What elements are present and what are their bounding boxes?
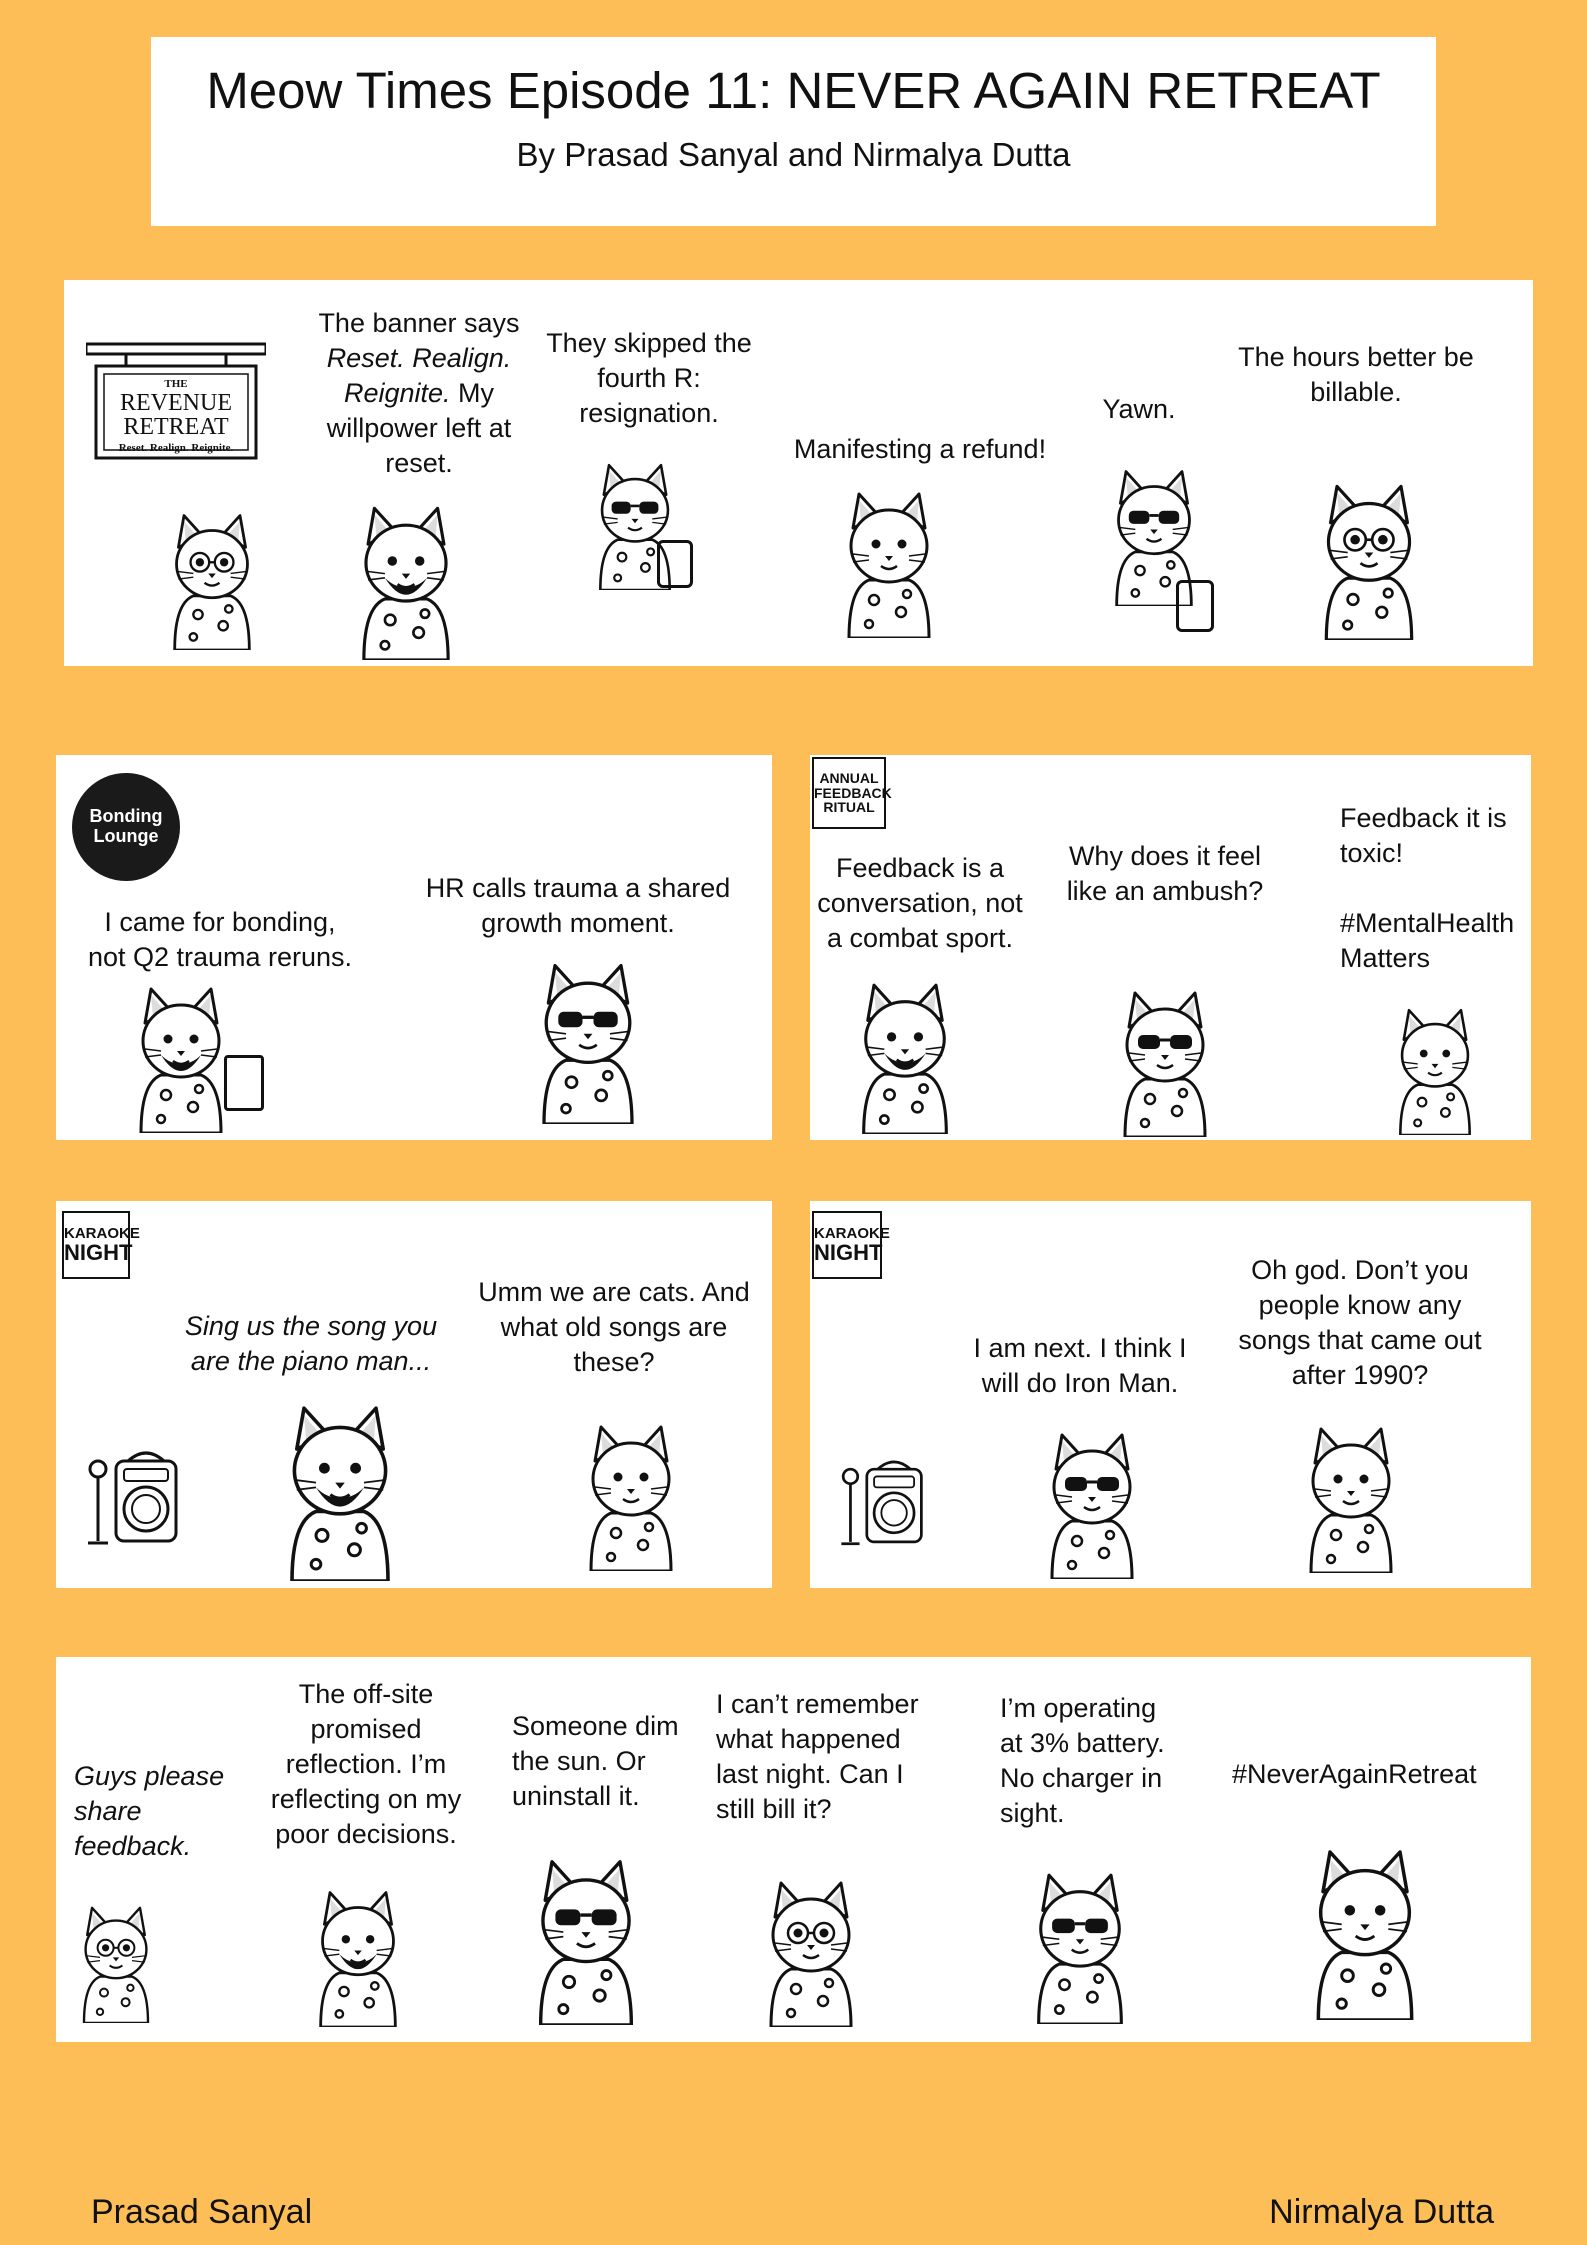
caption-battery [1000,1691,1200,1831]
caption-line: reflecting on my [270,1784,462,1815]
caption-line: these? [573,1347,655,1378]
caption-line: They skipped the [546,328,752,358]
caption-line: willpower left at [326,413,512,444]
caption-line: are the piano man... [190,1346,432,1377]
caption-line: No charger in [1000,1763,1163,1794]
caption-line: My [450,378,495,409]
caption-billable [1226,340,1486,410]
caption-line: #MentalHealth [1340,908,1515,939]
byline: By Prasad Sanyal and Nirmalya Dutta [516,136,1071,173]
beer-mug-icon [224,1055,264,1111]
sign-tagline: Reset. Realign. Reignite. [118,442,234,454]
caption-line: Sing us the song you [184,1311,438,1341]
caption-line: Why does it feel [1068,841,1262,871]
sign-line-3: RETREAT [123,414,229,440]
caption-line: after 1990? [1291,1360,1429,1391]
caption-line: like an ambush? [1066,876,1264,907]
caption-bill-it [716,1687,926,1827]
caption-line: Matters [1340,943,1431,974]
caption-line: I came for bonding, [104,907,336,937]
page-title: Meow Times Episode 11: NEVER AGAIN RETREAT [206,62,1381,119]
comic-panel-2 [56,755,772,1140]
comic-panel-1 [64,280,1533,666]
badge-line: KARAOKE [64,1224,140,1242]
caption-line: reset. [385,448,453,479]
cat-bucket-hat [1314,480,1424,640]
caption-line: still bill it? [716,1794,832,1825]
caption-line: the sun. Or [512,1746,646,1777]
badge-line: Bonding [89,806,163,827]
caption-skipped [544,326,754,431]
cat-tuxedo-shades [528,959,648,1124]
sign-line-2: REVENUE [120,390,232,416]
caption-line: songs that came out [1238,1325,1482,1356]
cat-phone-sparkle [1296,1423,1406,1573]
caption-line: The hours better be [1238,342,1474,372]
badge-line: RITUAL [823,799,875,816]
badge-line: Lounge [93,826,159,846]
caption-line: The off-site [298,1679,434,1709]
comic-panel-4 [56,1201,772,1588]
cat-glasses-hoodie [162,510,262,650]
footer-author-left: Prasad Sanyal [91,2193,313,2231]
caption-line: poor decisions. [275,1819,457,1850]
caption-ambush [1050,839,1280,909]
karaoke-night-badge [812,1211,890,1279]
caption-line: Feedback it is [1340,803,1507,833]
caption-line: I can’t remember [716,1689,919,1719]
caption-line: I’m operating [1000,1693,1157,1723]
cat-bearded-shirt [346,502,466,660]
suitcase-icon [657,540,693,588]
caption-yawn: Yawn. [1102,394,1176,424]
title-box [151,37,1436,226]
caption-line: will do Iron Man. [981,1368,1179,1399]
caption-line: billable. [1310,377,1402,408]
caption-line: feedback. [74,1831,192,1862]
comic-panel-3 [810,755,1531,1140]
cat-tuxedo-shades [526,1855,646,2025]
caption-dim-sun [512,1709,692,1814]
caption-line: growth moment. [481,908,675,939]
suitcase-icon [1176,580,1214,632]
caption-line: last night. Can I [716,1759,904,1790]
badge-line: NIGHT [814,1240,883,1266]
karaoke-night-badge [62,1211,140,1279]
cat-bearded-facepalm [308,1887,408,2027]
annual-feedback-badge [812,757,892,829]
caption-sing [176,1309,446,1379]
caption-line: HR calls trauma a shared [425,873,731,903]
badge-line: NIGHT [64,1240,133,1266]
cat-sad-phone [1300,1845,1430,2020]
caption-line: a combat sport. [826,923,1014,954]
caption-toxic [1340,801,1530,976]
caption-reflection [266,1677,466,1852]
revenue-retreat-sign [86,340,266,460]
caption-line: what happened [716,1724,901,1755]
caption-line: conversation, not [817,888,1023,919]
caption-line: Umm we are cats. And [478,1277,750,1307]
caption-next [950,1331,1210,1401]
caption-line: resignation. [579,398,719,429]
cat-grumpy-shades [1020,1869,1140,2024]
caption-line: Feedback is a [835,853,1005,883]
caption-line: sight. [1000,1798,1065,1829]
badge-line: KARAOKE [814,1224,890,1242]
cat-phone-sparkle [576,1421,686,1571]
caption-umm [464,1275,764,1380]
cat-phone-sparkle [834,488,944,638]
caption-line: reflection. I’m [285,1749,447,1780]
caption-line: at 3% battery. [1000,1728,1165,1759]
caption-hashtag: #NeverAgainRetreat [1232,1759,1477,1789]
sign-line-1: THE [164,378,188,390]
caption-bonding [70,905,370,975]
caption-line: not Q2 trauma reruns. [87,942,353,973]
caption-line: Someone dim [512,1711,679,1741]
speaker-microphone-icon [830,1451,940,1551]
comic-panel-5 [810,1201,1531,1588]
cat-bearded-microphone [270,1401,410,1581]
caption-oh-god [1220,1253,1500,1393]
cat-tuxedo-shades [1032,1429,1152,1579]
cat-phone-sparkle [1390,1005,1480,1135]
caption-line: I am next. I think I [973,1333,1187,1363]
footer-author-right: Nirmalya Dutta [1269,2193,1494,2231]
caption-line: Guys please [74,1761,225,1791]
cat-glasses-hoodie [76,1903,156,2023]
cat-grumpy-shades [1110,987,1220,1137]
caption-line: The banner says [318,308,520,338]
caption-line: Reignite. [343,378,451,409]
caption-line: people know any [1258,1290,1462,1321]
caption-line: fourth R: [597,363,701,394]
caption-line: Reset. Realign. [326,343,512,374]
bonding-lounge-badge [72,773,180,881]
caption-line: what old songs are [500,1312,728,1343]
caption-share-feedback [74,1759,254,1864]
badge-line: FEEDBACK [814,784,892,801]
cat-bearded-beer [126,983,236,1133]
caption-line: promised [310,1714,422,1745]
speaker-microphone-icon [76,1441,196,1551]
caption-line: toxic! [1340,838,1404,869]
caption-hr [408,871,748,941]
badge-line: ANNUAL [819,769,879,786]
caption-line: share [74,1796,142,1827]
comic-panel-6 [56,1657,1531,2042]
caption-line: uninstall it. [512,1781,640,1812]
cat-black-bowtie [756,1877,866,2027]
caption-banner [314,306,524,481]
caption-conversation [810,851,1030,956]
cat-bearded-phone [850,979,960,1134]
caption-line: Oh god. Don’t you [1251,1255,1469,1285]
caption-refund: Manifesting a refund! [793,434,1047,464]
